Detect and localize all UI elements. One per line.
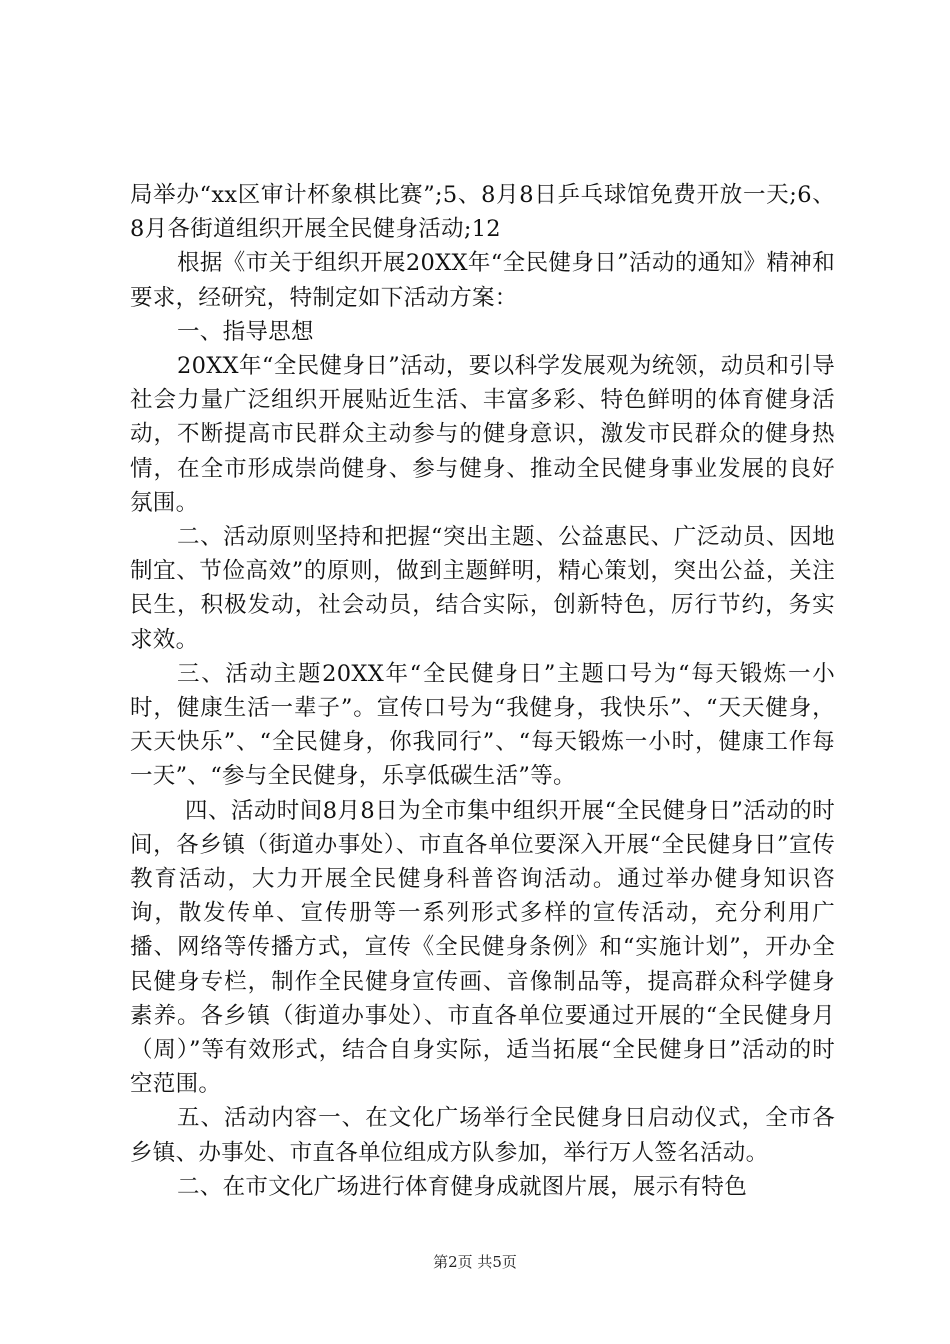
- paragraph-activity-content: 五、活动内容一、在文化广场举行全民健身日启动仪式，全市各乡镇、办事处、市直各单位组成方队参加，举行万人签名活动。: [130, 1105, 835, 1166]
- heading-guiding-ideology: 一、指导思想: [177, 318, 314, 345]
- paragraph-activity-time: 四、活动时间8月8日为全市集中组织开展“全民健身日”活动的时间，各乡镇（街道办事处）、市直各单位要深入开展“全民健身日”宣传教育活动，大力开展全民健身科普咨询活动。通过举办健身知识咨询，散发传单、宣传册等一系列形式多样的宣传活动，充分利用广播、网络等传播方式，宣传《全民健身条例》和“实施计划”，开办全民健身专栏，制作全民健身宣传画、音像制品等，提高群众科学健身素养。各乡镇（街道办事处）、市直各单位要通过开展的“全民健身月（周）”等有效形式，结合自身实际，适当拓展“全民健身日”活动的时空范围。: [130, 797, 835, 1098]
- paragraph-activity-theme: 三、活动主题20XX年“全民健身日”主题口号为“每天锻炼一小时，健康生活一辈子”。宣传口号为“我健身，我快乐”、“天天健身，天天快乐”、“全民健身，你我同行”、“每天锻炼一小时，健康工作每一天”、“参与全民健身，乐享低碳生活”等。: [130, 660, 835, 790]
- paragraph-continuation: 局举办“xx区审计杯象棋比赛”;5、8月8日乒乓球馆免费开放一天;6、8月各街道组织开展全民健身活动;12: [130, 182, 835, 243]
- paragraph-guiding-ideology: 20XX年“全民健身日”活动，要以科学发展观为统领，动员和引导社会力量广泛组织开展贴近生活、丰富多彩、特色鲜明的体育健身活动，不断提高市民群众主动参与的健身意识，激发市民群众的健身热情，在全市形成崇尚健身、参与健身、推动全民健身事业发展的良好氛围。: [130, 353, 835, 516]
- document-body: [130, 178, 835, 1204]
- paragraph-activity-principles: 二、活动原则坚持和把握“突出主题、公益惠民、广泛动员、因地制宜、节俭高效”的原则，做到主题鲜明，精心策划，突出公益，关注民生，积极发动，社会动员，结合实际，创新特色，厉行节约，务实求效。: [130, 524, 835, 653]
- paragraph-photo-exhibition: 二、在市文化广场进行体育健身成就图片展，展示有特色: [177, 1173, 748, 1200]
- page-footer: 第2页 共5页: [433, 1253, 517, 1271]
- paragraph-intro: 根据《市关于组织开展20XX年“全民健身日”活动的通知》精神和要求，经研究，特制定如下活动方案：: [130, 250, 835, 311]
